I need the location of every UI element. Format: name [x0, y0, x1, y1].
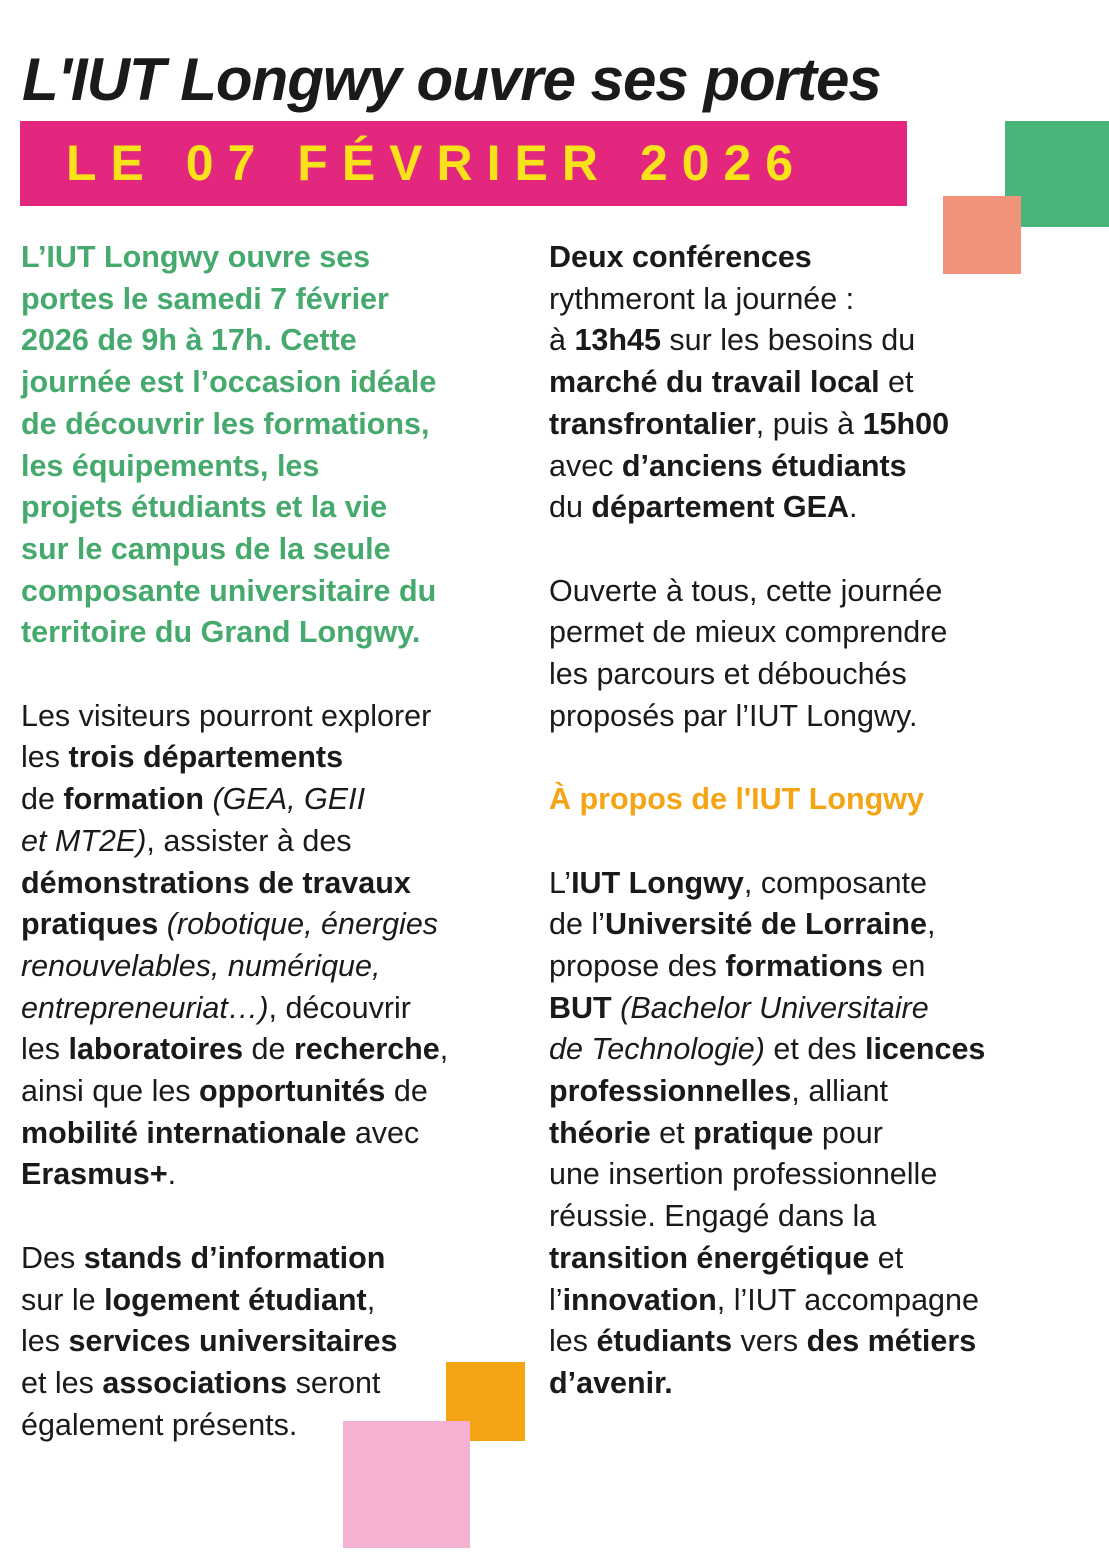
about-line: professionnelles, alliant: [549, 1074, 889, 1109]
open-line: les parcours et débouchés: [549, 657, 907, 692]
open-paragraph: [549, 571, 985, 738]
conferences-paragraph: [549, 237, 985, 529]
intro-line: les équipements, les: [21, 448, 320, 483]
about-line: de l’Université de Lorraine,: [549, 907, 936, 942]
visitors-line: démonstrations de travaux: [21, 865, 411, 900]
about-line: BUT (Bachelor Universitaire: [549, 990, 929, 1025]
visitors-line: les trois départements: [21, 740, 344, 775]
visitors-line: Les visiteurs pourront explorer: [21, 698, 432, 733]
visitors-line: Erasmus+.: [21, 1157, 177, 1192]
visitors-line: ainsi que les opportunités de: [21, 1074, 428, 1109]
open-line: permet de mieux comprendre: [549, 615, 948, 650]
intro-line: de découvrir les formations,: [21, 406, 430, 441]
intro-line: projets étudiants et la vie: [21, 490, 388, 525]
right-column: [549, 237, 985, 1405]
intro-line: L’IUT Longwy ouvre ses: [21, 240, 371, 274]
intro-line: 2026 de 9h à 17h. Cette: [21, 323, 357, 358]
visitors-line: les laboratoires de recherche,: [21, 1032, 449, 1067]
conferences-line: rythmeront la journée :: [549, 281, 855, 316]
visitors-line: pratiques (robotique, énergies: [21, 907, 439, 942]
open-line: Ouverte à tous, cette journée: [549, 573, 943, 608]
about-line: une insertion professionnelle: [549, 1157, 938, 1192]
stands-line: également présents.: [21, 1407, 298, 1442]
visitors-line: mobilité internationale avec: [21, 1115, 420, 1150]
about-line: de Technologie) et des licences: [549, 1032, 986, 1067]
about-paragraph: [549, 863, 985, 1405]
about-line: transition énergétique et: [549, 1240, 904, 1275]
stands-paragraph: [21, 1238, 448, 1447]
visitors-line: entrepreneuriat…), découvrir: [21, 990, 411, 1025]
about-line: les étudiants vers des métiers: [549, 1324, 977, 1359]
stands-line: et les associations seront: [21, 1365, 381, 1400]
visitors-line: renouvelables, numérique,: [21, 948, 381, 983]
conferences-line: Deux conférences: [549, 240, 812, 274]
stands-line: Des stands d’information: [21, 1240, 386, 1275]
intro-line: journée est l’occasion idéale: [21, 365, 437, 400]
visitors-paragraph: [21, 696, 448, 1196]
about-line: réussie. Engagé dans la: [549, 1199, 877, 1234]
left-column: [21, 237, 448, 1446]
intro-line: portes le samedi 7 février: [21, 281, 389, 316]
intro-paragraph: [21, 237, 448, 654]
conferences-line: marché du travail local et: [549, 365, 914, 400]
about-heading: À propos de l'IUT Longwy: [549, 782, 924, 817]
open-line: proposés par l’IUT Longwy.: [549, 698, 918, 733]
intro-line: territoire du Grand Longwy.: [21, 615, 421, 650]
stands-line: les services universitaires: [21, 1324, 398, 1359]
about-line: propose des formations en: [549, 948, 926, 983]
conferences-line: avec d’anciens étudiants: [549, 448, 907, 483]
page-title: L'IUT Longwy ouvre ses portes: [22, 46, 881, 113]
conferences-line: à 13h45 sur les besoins du: [549, 323, 916, 358]
intro-line: composante universitaire du: [21, 573, 437, 608]
date-banner-text: LE 07 FÉVRIER 2026: [66, 135, 808, 191]
conferences-line: transfrontalier, puis à 15h00: [549, 406, 950, 441]
stands-line: sur le logement étudiant,: [21, 1282, 376, 1317]
about-line: l’innovation, l’IUT accompagne: [549, 1282, 979, 1317]
about-line: théorie et pratique pour: [549, 1115, 883, 1150]
conferences-line: du département GEA.: [549, 490, 858, 525]
date-banner: [20, 121, 907, 206]
intro-line: sur le campus de la seule: [21, 531, 391, 566]
visitors-line: et MT2E), assister à des: [21, 823, 352, 858]
about-line: d’avenir.: [549, 1365, 673, 1400]
about-line: L’IUT Longwy, composante: [549, 865, 927, 900]
visitors-line: de formation (GEA, GEII: [21, 782, 366, 817]
